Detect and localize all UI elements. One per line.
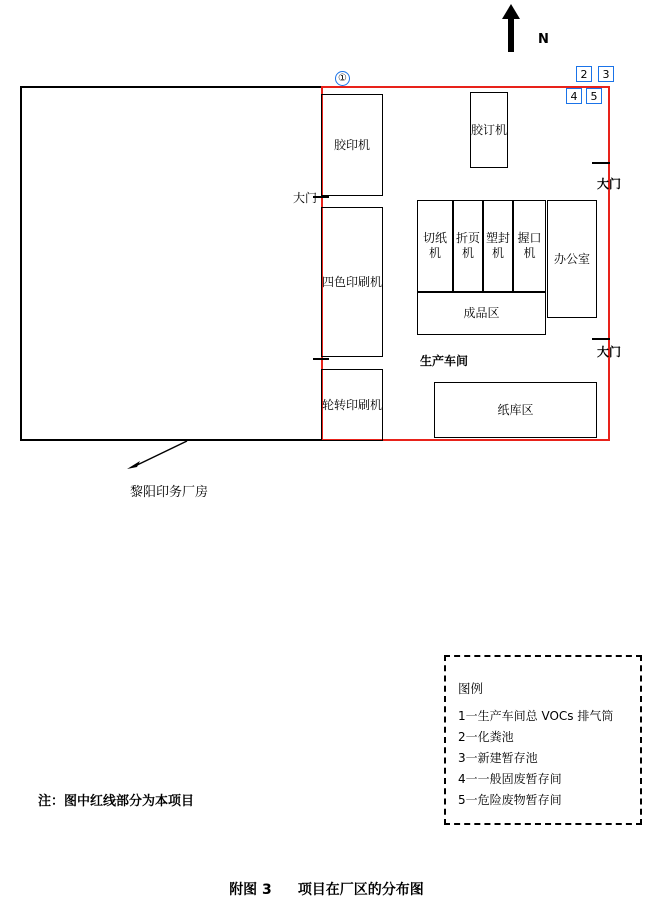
legend-item: 2一化粪池: [458, 730, 514, 744]
room-bangongshi: 办公室: [547, 200, 597, 318]
gate-label-right-top: 大门: [597, 177, 622, 191]
room-jiaodingji: 胶订机: [470, 92, 508, 168]
marker-4: 4: [566, 88, 582, 104]
room-zheyeji: 折页机: [453, 200, 483, 292]
legend-item: 3一新建暂存池: [458, 751, 538, 765]
room-zhikuqu: 纸库区: [434, 382, 597, 438]
gate-tick-right-bottom: [592, 338, 610, 340]
figure-title: 项目在厂区的分布图: [297, 882, 424, 898]
room-sise-yinshuaji: 四色印刷机: [321, 207, 383, 357]
figure-note: 注：图中红线部分为本项目: [38, 794, 195, 809]
room-wokouji: 握口机: [513, 200, 546, 292]
legend-box: [444, 655, 642, 825]
legend-item: 1一生产车间总 VOCs 排气筒: [458, 709, 614, 723]
figure-caption: [0, 879, 653, 899]
gate-label-right-bottom: 大门: [597, 345, 622, 359]
workshop-label: 生产车间: [420, 354, 469, 368]
room-chengpinqu: 成品区: [417, 292, 546, 335]
gate-tick-right-top: [592, 162, 610, 164]
room-sufengji: 塑封机: [483, 200, 513, 292]
legend-item: 5一危险废物暂存间: [458, 793, 562, 807]
marker-1: ①: [335, 71, 350, 86]
north-arrow-icon: [500, 4, 522, 52]
room-qiezhiji: 切纸机: [417, 200, 453, 292]
legend-title: 图例: [458, 681, 484, 696]
marker-5: 5: [586, 88, 602, 104]
marker-3: 3: [598, 66, 614, 82]
north-label: N: [538, 32, 549, 47]
plant-name-leader-line: [127, 441, 189, 469]
marker-2: 2: [576, 66, 592, 82]
room-lunzhuan-yinshuaji: 轮转印刷机: [321, 369, 383, 441]
room-jiaoyinji: 胶印机: [321, 94, 383, 196]
legend-item: 4一一般固废暂存间: [458, 772, 562, 786]
gate-tick-left-bottom: [313, 358, 329, 360]
plant-name-label: 黎阳印务厂房: [130, 485, 209, 500]
figure-number: 附图 3: [229, 882, 272, 898]
gate-label-left-top: 大门: [293, 191, 318, 205]
